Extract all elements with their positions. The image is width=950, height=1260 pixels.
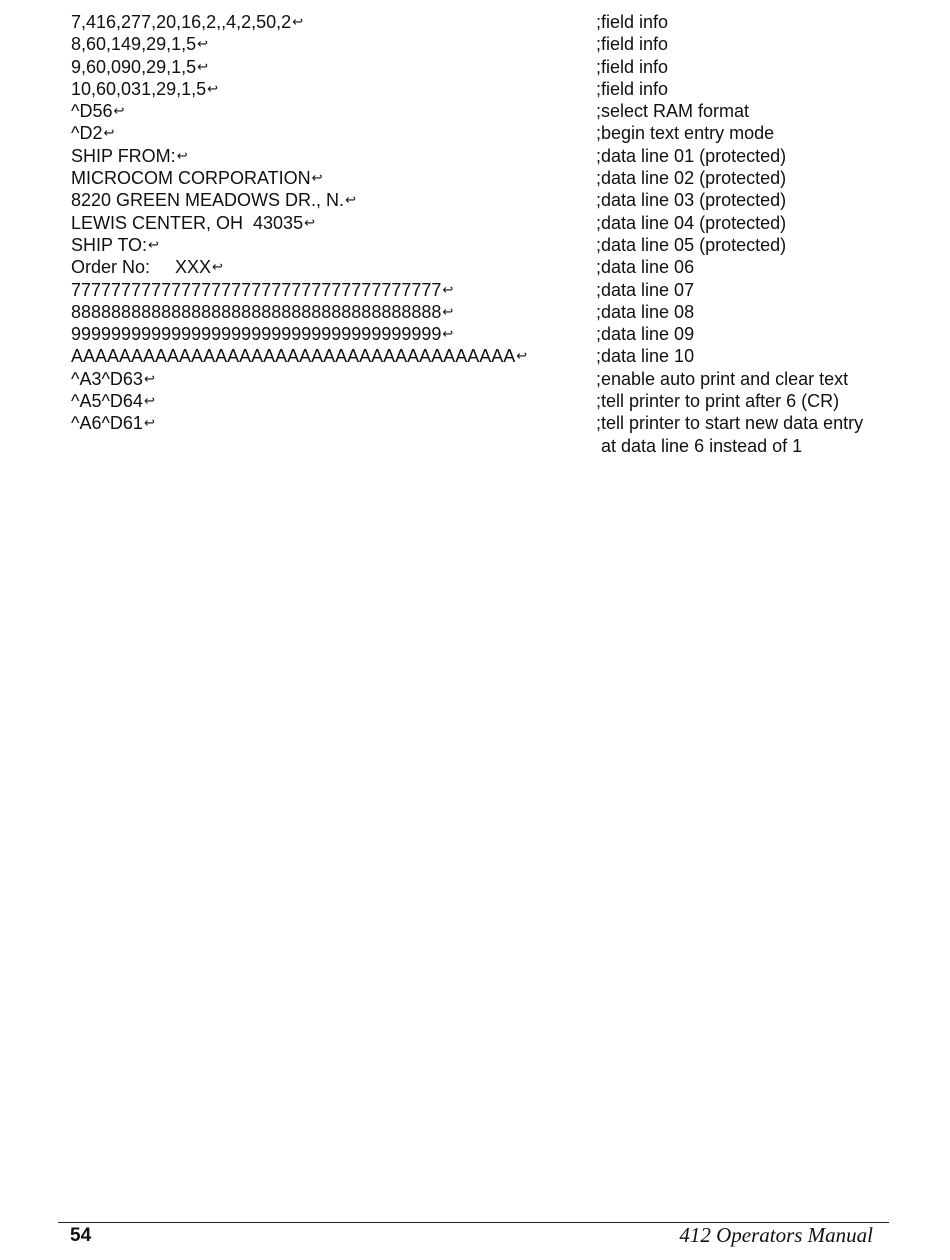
command-text [71,78,218,102]
carriage-return-icon: ↩ [212,259,223,275]
carriage-return-icon: ↩ [345,192,356,208]
listing-line [0,33,950,55]
carriage-return-icon: ↩ [442,326,454,342]
comment-text: ;tell printer to start new data entry [596,413,864,434]
command-text [71,256,223,280]
command-text [71,301,453,325]
command-value: 10,60,031,29,1,5 [71,78,207,99]
listing-line [0,11,950,33]
command-value: ^A3^D63 [71,368,143,389]
command-text [71,234,159,258]
code-listing [0,11,950,457]
command-value: SHIP TO: [71,234,148,255]
command-value: 8220 GREEN MEADOWS DR., N. [71,190,345,211]
command-value: 9999999999999999999999999999999999999 [71,324,442,345]
command-text [71,368,155,392]
command-value: ^A5^D64 [71,391,143,412]
carriage-return-icon: ↩ [197,36,209,52]
command-text [71,56,208,80]
comment-text: ;begin text entry mode [596,123,775,144]
comment-text: ;data line 01 (protected) [596,145,787,166]
manual-title: 412 Operators Manual [679,1223,873,1247]
listing-line [0,189,950,211]
command-text [71,189,356,213]
listing-line [0,345,950,367]
listing-line [0,212,950,234]
command-text [71,33,208,57]
carriage-return-icon: ↩ [143,415,155,431]
listing-line [0,279,950,301]
carriage-return-icon: ↩ [148,236,159,252]
comment-text: ;enable auto print and clear text [596,368,849,389]
comment-text: ;data line 08 [596,301,695,322]
command-text [71,145,188,169]
comment-text: ;select RAM format [596,101,750,122]
comment-text: ;data line 07 [596,279,695,300]
command-text [71,167,323,191]
command-value: 8,60,149,29,1,5 [71,34,197,55]
command-text [71,122,114,146]
command-value: ^D56 [71,101,113,122]
comment-text: ;data line 04 (protected) [596,212,787,233]
carriage-return-icon: ↩ [442,303,454,319]
comment-text: ;field info [596,34,669,55]
command-value: 9,60,090,29,1,5 [71,56,197,77]
command-text [71,345,527,369]
listing-line [0,323,950,345]
listing-line [0,368,950,390]
command-value: Order No: XXX [71,257,212,278]
command-text [71,412,155,436]
comment-text: ;data line 09 [596,324,695,345]
listing-line [0,301,950,323]
listing-line [0,234,950,256]
listing-line [0,167,950,189]
carriage-return-icon: ↩ [304,214,315,230]
listing-line [0,256,950,278]
carriage-return-icon: ↩ [143,370,155,386]
carriage-return-icon: ↩ [197,58,209,74]
command-text [71,435,72,459]
listing-line [0,100,950,122]
carriage-return-icon: ↩ [516,348,528,364]
command-text [71,279,453,303]
command-value: LEWIS CENTER, OH 43035 [71,212,304,233]
carriage-return-icon: ↩ [103,125,115,141]
command-value: MICROCOM CORPORATION [71,168,311,189]
listing-line [0,145,950,167]
comment-text: ;field info [596,56,669,77]
comment-text: ;data line 03 (protected) [596,190,787,211]
command-value: ^A6^D61 [71,413,143,434]
command-value: SHIP FROM: [71,145,176,166]
command-value: ^D2 [71,123,103,144]
comment-text: ;field info [596,12,669,32]
listing-line [0,412,950,434]
carriage-return-icon: ↩ [207,80,219,96]
carriage-return-icon: ↩ [311,170,323,186]
listing-line [0,435,950,457]
comment-text: at data line 6 instead of 1 [596,435,803,456]
command-value: AAAAAAAAAAAAAAAAAAAAAAAAAAAAAAAAAAAAA [71,346,516,367]
carriage-return-icon: ↩ [143,393,155,409]
command-text [71,11,303,35]
carriage-return-icon: ↩ [292,14,304,29]
comment-text: ;data line 05 (protected) [596,234,787,255]
command-value: 7777777777777777777777777777777777777 [71,279,442,300]
listing-line [0,56,950,78]
carriage-return-icon: ↩ [442,281,454,297]
carriage-return-icon: ↩ [176,147,188,163]
listing-line [0,122,950,144]
comment-text: ;data line 02 (protected) [596,168,787,189]
command-text [71,212,315,236]
comment-text: ;field info [596,78,669,99]
command-text [71,390,155,414]
comment-text: ;data line 06 [596,257,695,278]
page-number: 54 [70,1225,92,1246]
command-value: 7,416,277,20,16,2,,4,2,50,2 [71,12,292,32]
command-text [71,323,453,347]
command-text [71,100,124,124]
comment-text: ;tell printer to print after 6 (CR) [596,391,840,412]
carriage-return-icon: ↩ [113,103,125,119]
listing-line [0,390,950,412]
listing-line [0,78,950,100]
command-value: 8888888888888888888888888888888888888 [71,301,442,322]
comment-text: ;data line 10 [596,346,695,367]
